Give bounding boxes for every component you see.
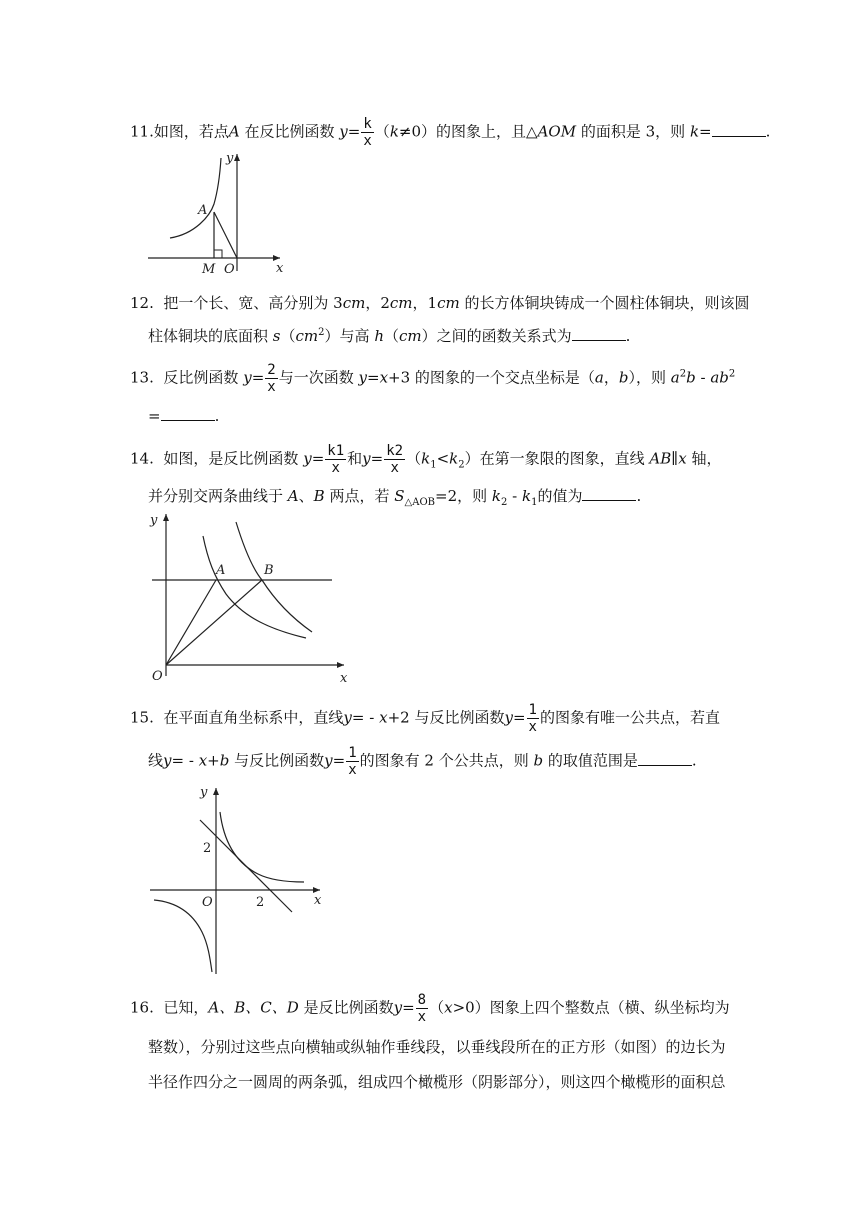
denominator: x: [390, 460, 399, 476]
fraction-8-over-x: [416, 992, 428, 1025]
segment-oa: [166, 580, 216, 665]
subscript: 1: [531, 497, 538, 508]
hyperbola-first-quadrant: [220, 812, 304, 882]
subscript: 1: [335, 443, 345, 459]
q13-text: ，: [603, 368, 619, 387]
subscript: △AOB: [404, 497, 436, 508]
q11-line1: 11.如图，若点A 在反比例函数 y= $\frac{k}{x}$ （k≠0）的图象上，且△AOM 的面积是 3，则 k= .: [130, 116, 771, 149]
q16-line1: [130, 992, 730, 1025]
q15-text: 线: [148, 751, 164, 770]
triangle-aom: AOM: [537, 122, 577, 141]
q13-text: +3 的图象的一个交点坐标是（: [388, 368, 595, 387]
q11-text: 如图，若点: [153, 122, 229, 141]
q14-text: （: [406, 449, 422, 468]
denominator: x: [348, 762, 357, 778]
label-x: x: [314, 893, 322, 908]
var-ab: ab: [710, 368, 729, 387]
q15-text: = -: [171, 751, 199, 770]
unit-cm: cm: [389, 294, 413, 312]
fraction-k2-over-x: [384, 443, 405, 476]
q13-text: 反比例函数: [163, 368, 239, 387]
answer-blank[interactable]: [638, 751, 692, 766]
q16-text: 半径作四分之一圆周的两条弧，组成四个橄榄形（阴影部分），则这四个橄榄形的面积总: [148, 1073, 726, 1091]
label-x: x: [276, 261, 284, 276]
unit-cm: cm: [437, 294, 460, 312]
period: .: [214, 407, 220, 425]
var-y: y: [243, 368, 252, 387]
var-y: y: [393, 998, 403, 1017]
subscript: 2: [501, 497, 508, 508]
var-x: x: [198, 751, 208, 770]
numerator: 8: [417, 992, 427, 1008]
unit-cm: cm: [399, 327, 422, 345]
var-y: y: [358, 368, 367, 387]
hyperbola-curve: [170, 158, 221, 238]
y-axis-arrow: [213, 788, 219, 795]
q14-text: 的值为: [537, 487, 583, 505]
period: .: [691, 751, 697, 770]
q14-line1: [130, 443, 721, 476]
equals-sign: =: [402, 998, 415, 1017]
equals-sign: =: [251, 368, 265, 387]
q12-text: 柱体铜块的底面积: [148, 327, 269, 345]
label-y: y: [150, 513, 158, 528]
q14-text: =2，则: [435, 487, 488, 505]
var-y: y: [504, 708, 513, 727]
var-h: h: [374, 327, 384, 345]
fraction-k1-over-x: [325, 443, 346, 476]
var-s: S: [394, 487, 405, 505]
question-number: 12.: [130, 294, 154, 312]
k-letter: k: [327, 443, 336, 459]
denominator: x: [417, 1009, 427, 1025]
var-s: s: [272, 327, 281, 345]
superscript: 2: [728, 368, 736, 380]
answer-blank[interactable]: [572, 326, 626, 341]
var-y: y: [324, 751, 333, 770]
var-x: x: [379, 368, 389, 387]
numerator: 1: [348, 745, 357, 761]
y-axis-arrow: [163, 514, 169, 521]
q15-text: +2 与反比例函数: [387, 708, 505, 727]
label-o: O: [202, 895, 213, 910]
label-y: y: [200, 785, 208, 800]
label-m: M: [202, 262, 216, 276]
q11-text: ≠0）的图象上，且△: [398, 122, 538, 141]
q16-line2: [148, 1036, 726, 1058]
equals-sign: =: [332, 751, 346, 770]
q16-text: 整数），分别过这些点向横轴或纵轴作垂线段，以垂线段所在的正方形（如图）的边长为: [148, 1038, 726, 1056]
q15-text: 在平面直角坐标系中，直线: [163, 708, 344, 727]
point-b: B: [313, 487, 325, 505]
subscript: 1: [430, 459, 437, 471]
y-axis-arrow: [234, 154, 240, 161]
q14-text: 并分别交两条曲线于: [148, 487, 284, 505]
q13-text: 与一次函数: [278, 368, 354, 387]
k-letter: k: [386, 443, 395, 459]
denominator: x: [267, 379, 276, 395]
var-y: y: [362, 449, 371, 468]
answer-blank[interactable]: [582, 486, 636, 501]
q11-text: 的面积是 3，则: [580, 122, 686, 141]
var-a: a: [594, 368, 604, 387]
equals-sign: =: [366, 368, 380, 387]
q15-text: 的图象有唯一公共点，若直: [539, 708, 720, 727]
answer-blank[interactable]: [712, 122, 766, 137]
question-number: 13.: [130, 368, 154, 387]
minus-sign: -: [507, 487, 522, 505]
q15-text: 的取值范围是: [547, 751, 638, 770]
label-b: B: [264, 563, 274, 578]
q11-figure: [140, 146, 290, 276]
q14-text: ）在第一象限的图象，直线: [464, 449, 645, 468]
less-than: <: [436, 449, 450, 468]
fraction-1-over-x: [527, 702, 539, 735]
q13-line2: [148, 405, 219, 427]
q12-text: ，1: [412, 294, 438, 312]
q12-text: ）之间的函数关系式为: [421, 327, 572, 345]
numerator: 1: [528, 702, 537, 718]
parallel-sign: ∥: [671, 449, 679, 468]
superscript: 2: [318, 327, 325, 338]
segment-ob: [166, 580, 262, 665]
plus-sign: +: [207, 751, 220, 770]
var-x: x: [444, 998, 453, 1017]
question-number: 15.: [130, 708, 154, 727]
label-2-x: 2: [256, 895, 265, 910]
period: .: [636, 487, 642, 505]
q16-text: （: [429, 998, 445, 1017]
numerator: 2: [267, 362, 276, 378]
q16-line3: [148, 1071, 726, 1093]
label-y: y: [226, 151, 234, 166]
hyperbola-third-quadrant: [154, 900, 212, 972]
equals-sign: =: [311, 449, 325, 468]
q13-text: ），则: [628, 368, 667, 387]
q13-line1: [130, 362, 735, 395]
line-ab: AB: [649, 449, 672, 468]
answer-blank[interactable]: [161, 406, 215, 421]
var-k: k: [449, 449, 459, 468]
var-y: y: [343, 708, 352, 727]
q12-text: （: [280, 327, 296, 345]
var-b: b: [219, 751, 230, 770]
q12-line1: [130, 292, 750, 314]
label-o: O: [224, 262, 235, 276]
q11-text: 在反比例函数: [244, 122, 335, 141]
unit-cm: cm: [295, 327, 319, 345]
q16-text: 已知，: [163, 998, 209, 1017]
period: .: [625, 327, 631, 345]
label-a: A: [198, 203, 208, 218]
var-k: k: [491, 487, 502, 505]
subscript: 2: [394, 443, 404, 459]
fraction-2-over-x: [265, 362, 277, 395]
points-abcd: A、B、C、D: [208, 998, 299, 1017]
q16-text: 是反比例函数: [303, 998, 394, 1017]
q12-text: 的长方体铜块铸成一个圆柱体铜块，则该圆: [464, 294, 750, 312]
q12-text: ，2: [365, 294, 390, 312]
numerator: [384, 443, 405, 460]
var-a: a: [670, 368, 680, 387]
q12-line2: [148, 325, 630, 347]
label-o: O: [152, 669, 163, 684]
unit-cm: cm: [342, 294, 366, 312]
equals-sign: =: [347, 122, 361, 141]
curve-k2: [236, 522, 312, 632]
var-k: k: [522, 487, 532, 505]
q14-line2: [148, 485, 641, 507]
q15-text: 与反比例函数: [234, 751, 325, 770]
q15-line1: [130, 702, 720, 735]
var-k: k: [421, 449, 431, 468]
q15-line2: [148, 745, 697, 778]
q12-text: 把一个长、宽、高分别为 3: [163, 294, 343, 312]
question-number: 11.: [130, 122, 154, 141]
segment-ao: [214, 212, 237, 258]
question-number: 14.: [130, 449, 154, 468]
var-k: k: [389, 122, 399, 141]
q14-text: 和: [347, 449, 363, 468]
denominator: x: [528, 719, 537, 735]
label-2-y: 2: [203, 841, 212, 856]
equals-sign: =: [370, 449, 384, 468]
q15-figure: [146, 782, 336, 982]
q15-text: 的图象有 2 个公共点，则: [359, 751, 529, 770]
var-y: y: [303, 449, 312, 468]
equals-sign: =: [148, 407, 161, 425]
denominator: x: [363, 133, 372, 149]
numerator: [325, 443, 346, 460]
label-x: x: [340, 671, 348, 684]
fraction-1-over-x: [346, 745, 358, 778]
label-a: A: [216, 563, 226, 578]
q14-text: 轴，: [691, 449, 722, 468]
question-number: 16.: [130, 998, 154, 1017]
var-y: y: [163, 751, 172, 770]
equals-sign: =: [699, 122, 712, 141]
point-a: A: [287, 487, 299, 505]
tangent-line: [200, 820, 292, 912]
point-a: A: [228, 122, 240, 141]
q16-text: >0）图象上四个整数点（横、纵坐标均为: [452, 998, 730, 1017]
q14-text: 、: [298, 487, 314, 505]
q14-text: 两点，若: [329, 487, 390, 505]
var-b: b: [533, 751, 544, 770]
superscript: 2: [679, 368, 687, 380]
equals-sign: =: [512, 708, 526, 727]
x-axis-arrow: [337, 662, 344, 668]
q14-text: 如图，是反比例函数: [163, 449, 299, 468]
q12-text: （: [383, 327, 399, 345]
q12-text: ）与高: [324, 327, 370, 345]
numerator: k: [363, 116, 372, 132]
fraction-k-over-x: [361, 116, 373, 149]
q15-text: = -: [351, 708, 380, 727]
denominator: x: [331, 460, 340, 476]
var-x: x: [678, 449, 687, 468]
var-x: x: [379, 708, 388, 727]
var-b: b: [618, 368, 629, 387]
subscript: 2: [458, 459, 465, 471]
var-b: b: [686, 368, 696, 387]
var-k: k: [689, 122, 700, 141]
var-y: y: [339, 122, 348, 141]
minus-sign: -: [695, 368, 711, 387]
right-angle-mark: [214, 250, 222, 258]
period: .: [765, 122, 771, 141]
q14-figure: [146, 508, 356, 684]
